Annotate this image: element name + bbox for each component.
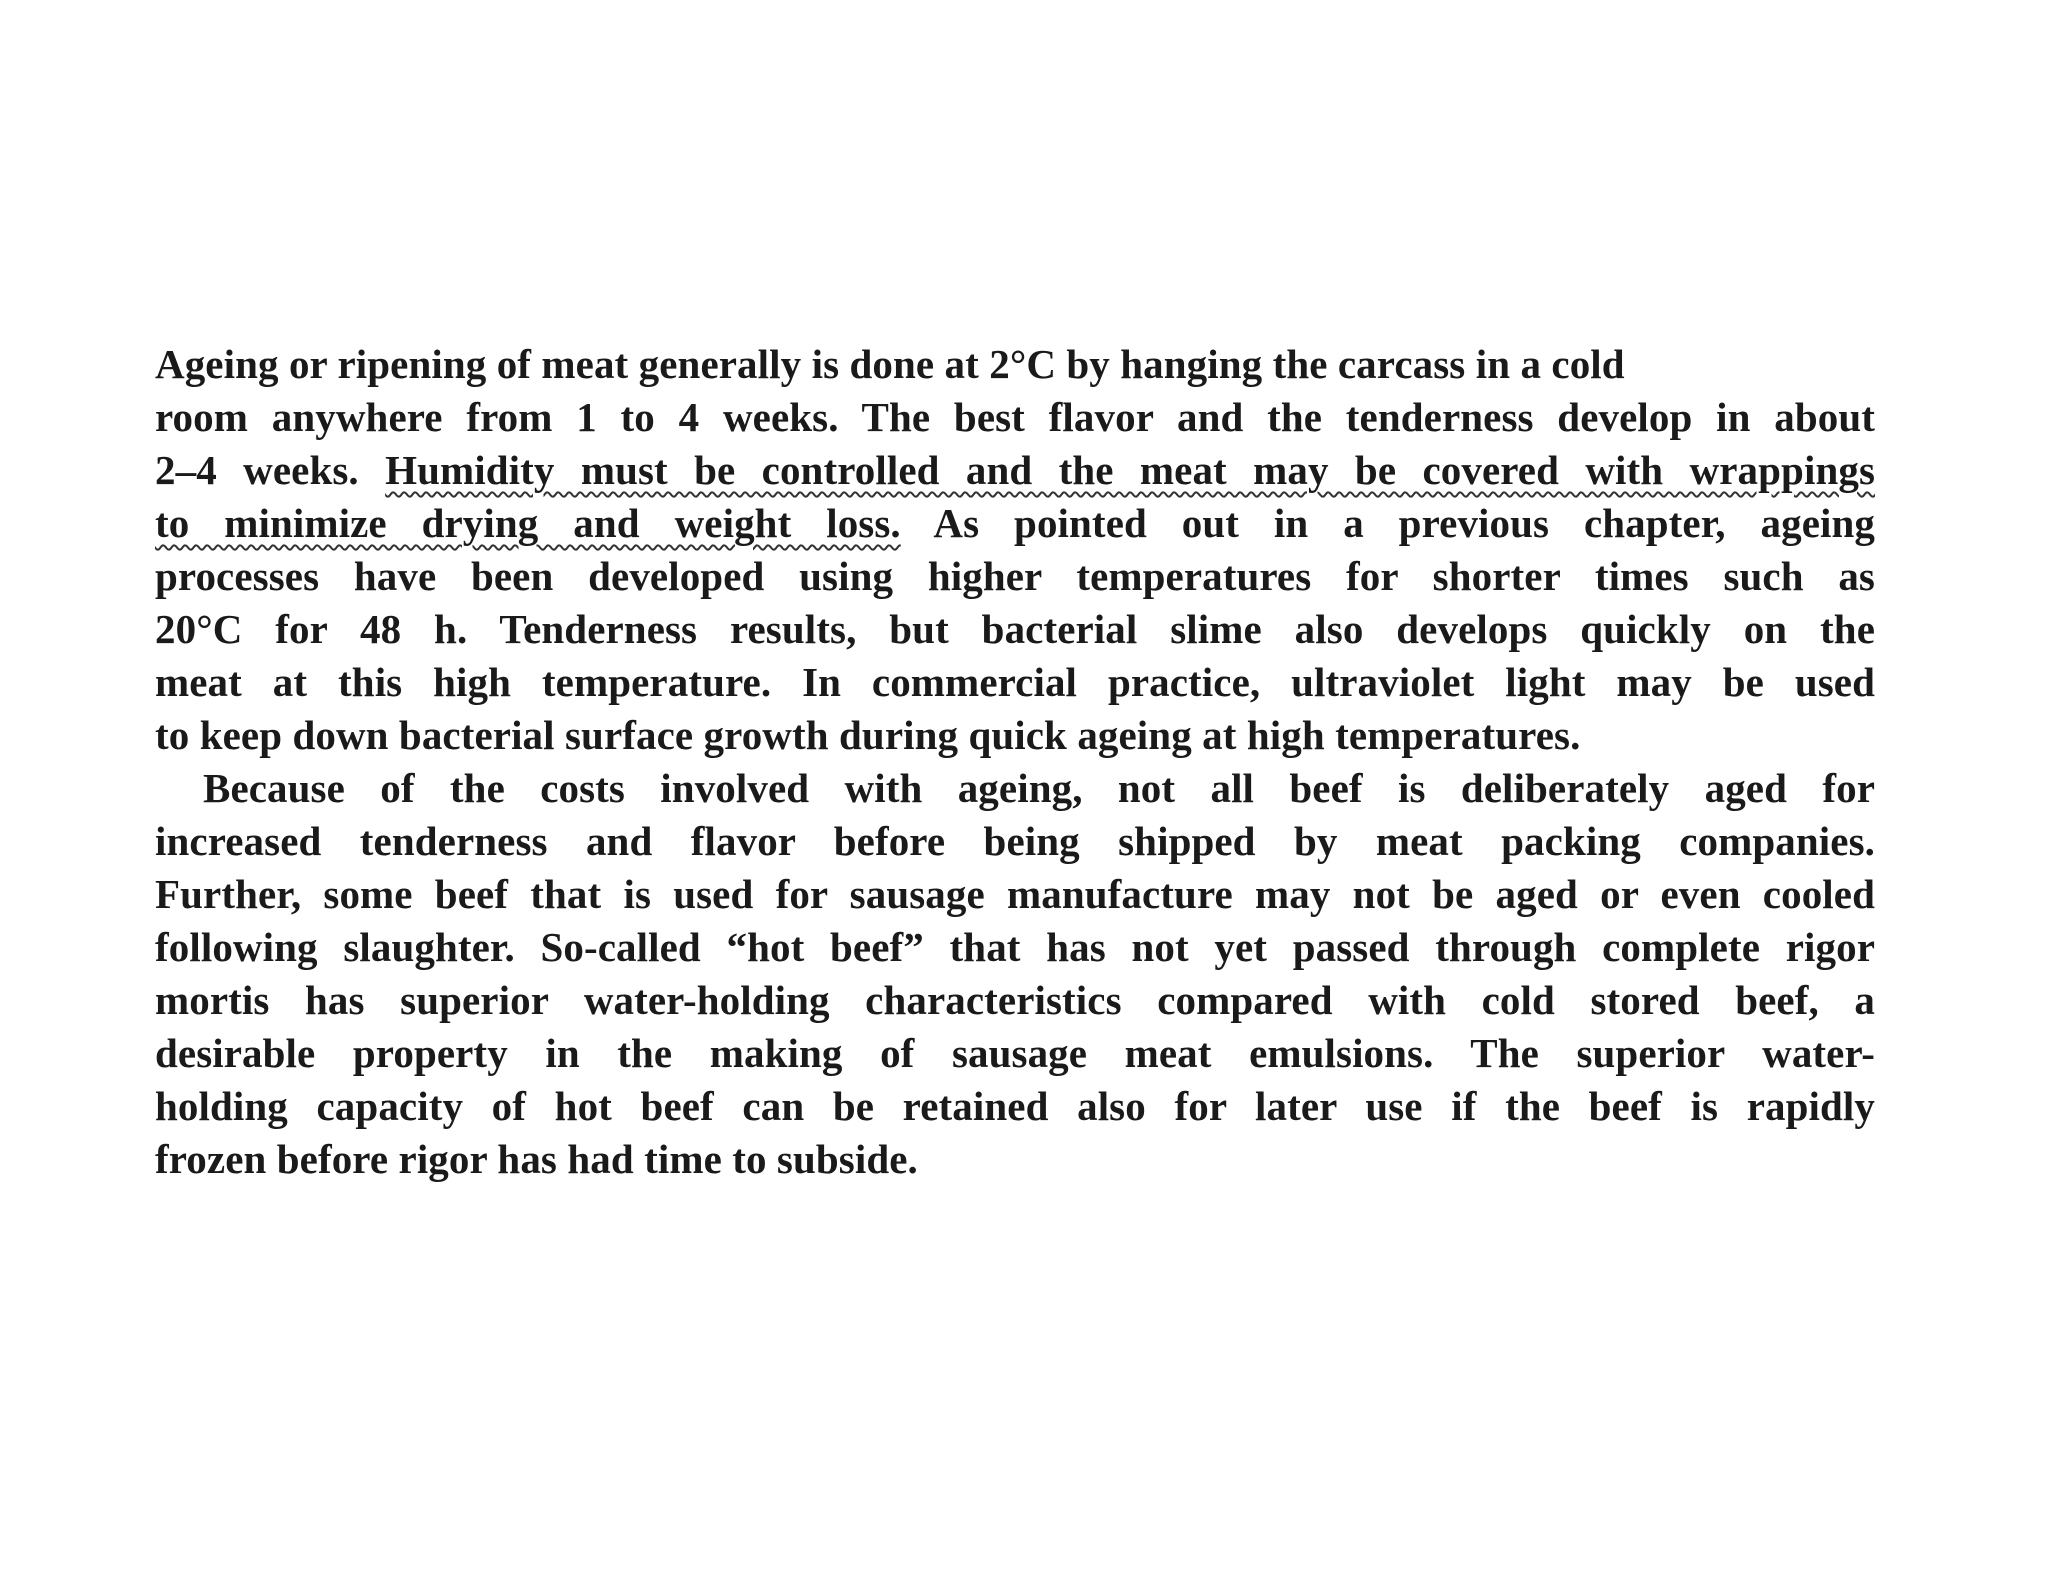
text-line: to keep down bacterial surface growth during quick ageing at high temperatures. [155,712,1581,758]
text-line: following slaughter. So-called “hot beef” that has not yet passed through complete rigor [155,924,1875,970]
text-line: room anywhere from 1 to 4 weeks. The best flavor and the tenderness develop in about [155,394,1875,440]
text-line [155,497,1875,550]
text-line: Because of the costs involved with ageing, not all beef is deliberately aged for [203,765,1875,811]
text-line: desirable property in the making of sausage meat emulsions. The superior water- [155,1030,1875,1076]
underlined-text: to minimize drying and weight loss. [155,500,901,546]
text-line: increased tenderness and flavor before being shipped by meat packing companies. [155,818,1875,864]
underlined-text: Humidity must be controlled and the meat may be covered with wrappings [385,447,1875,493]
text-line: Ageing or ripening of meat generally is done at 2°C by hanging the carcass in a cold [155,341,1625,387]
text-line: 20°C for 48 h. Tenderness results, but bacterial slime also develops quickly on the [155,606,1875,652]
text-line: processes have been developed using higher temperatures for shorter times such as [155,553,1875,599]
text-line: frozen before rigor has had time to subside. [155,1136,918,1182]
text-line: meat at this high temperature. In commercial practice, ultraviolet light may be used [155,659,1875,705]
text-line: Further, some beef that is used for sausage manufacture may not be aged or even cooled [155,871,1875,917]
text-line: holding capacity of hot beef can be retained also for later use if the beef is rapidly [155,1083,1875,1129]
text-line [155,444,1875,497]
text-line: mortis has superior water-holding characteristics compared with cold stored beef, a [155,977,1875,1023]
text-segment: As pointed out in a previous chapter, ageing [900,500,1875,546]
body-text [155,338,1875,1186]
text-segment: 2–4 weeks. [155,447,386,493]
